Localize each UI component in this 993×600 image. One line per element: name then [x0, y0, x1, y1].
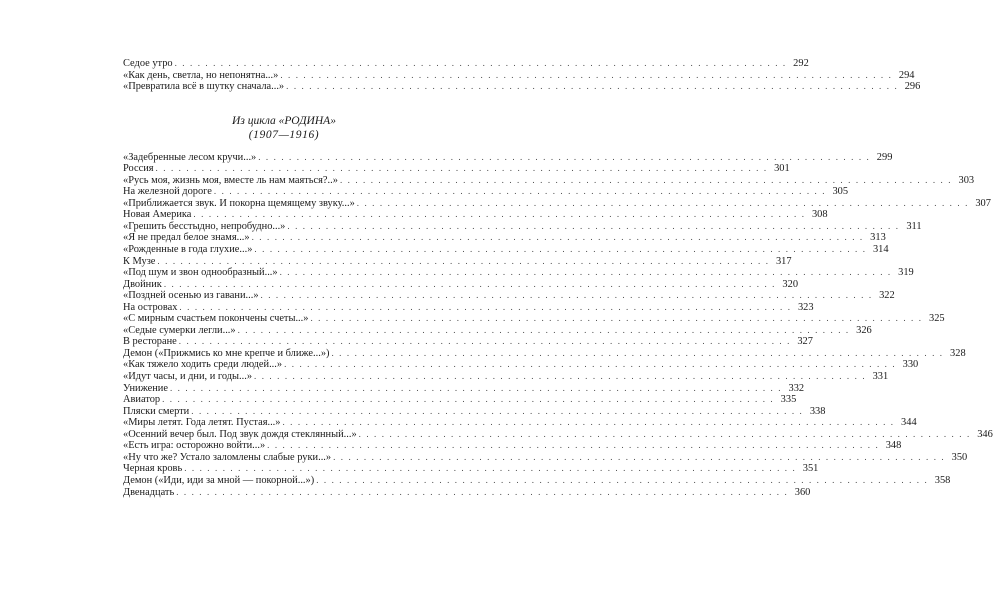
toc-entry [123, 151, 893, 164]
toc-entry [123, 440, 902, 452]
toc-entry [123, 232, 886, 244]
dot-leader: . . . . . . . . . . . . . . . . . . . . . . . . . . . . . . . . . . . . . . . . . . . . . . . . . . . . . . . . . . . . . . . . . . . . . . . . . . . . . . . . [176, 486, 789, 497]
toc-entry-page-number: 305 [832, 186, 849, 198]
toc-entry [123, 69, 915, 82]
toc-entry-title: «Под шум и звон однообразный...» [123, 267, 278, 279]
toc-entry [123, 394, 797, 406]
toc-entry [123, 359, 919, 371]
toc-entry-title: «Приближается звук. И покорна щемящему звуку...» [123, 197, 355, 209]
toc-entry-page-number: 323 [797, 301, 814, 313]
toc-entry-page-number: 296 [904, 81, 921, 93]
toc-entry-title: «Как тяжело ходить среди людей...» [123, 359, 283, 371]
toc-entry-title: «Миры летят. Года летят. Пустая...» [123, 417, 281, 429]
toc-entry [123, 428, 993, 441]
toc-entry-page-number: 326 [856, 324, 872, 336]
toc-entry [123, 382, 805, 395]
toc-entry [123, 451, 968, 464]
toc-entry [123, 220, 922, 233]
toc-entry-page-number: 292 [793, 58, 809, 69]
toc-entry-page-number: 338 [809, 405, 826, 417]
toc-entry [123, 255, 792, 268]
toc-entry [123, 336, 813, 348]
dot-leader: . . . . . . . . . . . . . . . . . . . . . . . . . . . . . . . . . . . . . . . . . . . . . . . . . . . . . . . . . . . . . . . . . . . . . . . . . . . . . . . . [174, 58, 787, 68]
section-title: Из цикла «РОДИНА» [232, 114, 336, 127]
toc-page [123, 58, 993, 498]
dot-leader: . . . . . . . . . . . . . . . . . . . . . . . . . . . . . . . . . . . . . . . . . . . . . . . . . . . . . . . . . . . . . . . . . . . . . . . . . . . . . . . . [193, 209, 806, 220]
dot-leader: . . . . . . . . . . . . . . . . . . . . . . . . . . . . . . . . . . . . . . . . . . . . . . . . . . . . . . . . . . . . . . . . . . . . . . . . . . . . . . . . [178, 336, 791, 347]
dot-leader: . . . . . . . . . . . . . . . . . . . . . . . . . . . . . . . . . . . . . . . . . . . . . . . . . . . . . . . . . . . . . . . . . . . . . . . . . . . . . . . . [356, 197, 969, 208]
toc-entry [123, 197, 991, 210]
toc-entry-page-number: 311 [906, 220, 922, 232]
toc-entry-page-number: 335 [780, 394, 797, 406]
toc-list-top [123, 58, 921, 93]
dot-leader: . . . . . . . . . . . . . . . . . . . . . . . . . . . . . . . . . . . . . . . . . . . . . . . . . . . . . . . . . . . . . . . . . . . . . . . . . . . . . . . . [254, 244, 867, 255]
toc-entry-title: В ресторане [123, 336, 177, 348]
dot-leader: . . . . . . . . . . . . . . . . . . . . . . . . . . . . . . . . . . . . . . . . . . . . . . . . . . . . . . . . . . . . . . . . . . . . . . . . . . . . . . . . [279, 267, 892, 278]
toc-entry-page-number: 330 [902, 359, 919, 371]
section-years: (1907—1916) [248, 128, 320, 141]
toc-entry [123, 290, 895, 302]
toc-entry [123, 405, 826, 418]
toc-entry-page-number: 319 [898, 267, 914, 279]
dot-leader: . . . . . . . . . . . . . . . . . . . . . . . . . . . . . . . . . . . . . . . . . . . . . . . . . . . . . . . . . . . . . . . . . . . . . . . . . . . . . . . . [162, 394, 775, 405]
toc-entry-title: «Грешить бесстыдно, непробудно...» [123, 220, 286, 232]
toc-entry-page-number: 360 [794, 486, 811, 498]
toc-entry-page-number: 325 [929, 313, 945, 325]
toc-entry [123, 174, 975, 187]
toc-entry-title: Демон («Иди, иди за мной — покорной...») [123, 474, 315, 486]
toc-entry [123, 371, 889, 383]
toc-entry [123, 267, 914, 279]
toc-entry-page-number: 327 [797, 336, 813, 348]
toc-entry-page-number: 294 [898, 69, 915, 81]
toc-entry-title: Новая Америка [123, 209, 192, 221]
toc-entry-page-number: 320 [782, 278, 799, 290]
toc-entry-page-number: 331 [872, 371, 889, 383]
toc-entry [123, 163, 790, 175]
toc-entry [123, 324, 872, 337]
dot-leader: . . . . . . . . . . . . . . . . . . . . . . . . . . . . . . . . . . . . . . . . . . . . . . . . . . . . . . . . . . . . . . . . . . . . . . . . . . . . . . . . [191, 405, 804, 416]
dot-leader: . . . . . . . . . . . . . . . . . . . . . . . . . . . . . . . . . . . . . . . . . . . . . . . . . . . . . . . . . . . . . . . . . . . . . . . . . . . . . . . . [310, 313, 923, 324]
toc-entry-page-number: 344 [901, 417, 917, 429]
toc-list-section [123, 151, 993, 498]
toc-entry-page-number: 348 [885, 440, 902, 452]
dot-leader: . . . . . . . . . . . . . . . . . . . . . . . . . . . . . . . . . . . . . . . . . . . . . . . . . . . . . . . . . . . . . . . . . . . . . . . . . . . . . . . . [331, 347, 944, 358]
toc-entry-title: «Идут часы, и дни, и годы...» [123, 371, 253, 383]
toc-entry [123, 209, 828, 221]
toc-entry [123, 417, 917, 429]
toc-entry-page-number: 358 [934, 474, 951, 486]
toc-entry-page-number: 322 [879, 290, 895, 302]
toc-entry-title: К Музе [123, 255, 156, 267]
toc-entry-page-number: 308 [811, 209, 828, 221]
toc-entry-page-number: 351 [802, 463, 819, 475]
section-header [123, 114, 445, 142]
dot-leader: . . . . . . . . . . . . . . . . . . . . . . . . . . . . . . . . . . . . . . . . . . . . . . . . . . . . . . . . . . . . . . . . . . . . . . . . . . . . . . . . [339, 174, 953, 185]
toc-entry-title: «Осенний вечер был. Под звук дождя стеклянный...» [123, 428, 357, 440]
toc-entry-page-number: 346 [977, 428, 993, 440]
dot-leader: . . . . . . . . . . . . . . . . . . . . . . . . . . . . . . . . . . . . . . . . . . . . . . . . . . . . . . . . . . . . . . . . . . . . . . . . . . . . . . . . [260, 290, 873, 301]
toc-entry-title: «Ну что же? Устало заломлены слабые руки...» [123, 451, 332, 463]
toc-entry-title: «С мирным счастьем покончены счеты...» [123, 313, 309, 325]
toc-entry-title: «Превратила всё в шутку сначала...» [123, 81, 285, 93]
dot-leader: . . . . . . . . . . . . . . . . . . . . . . . . . . . . . . . . . . . . . . . . . . . . . . . . . . . . . . . . . . . . . . . . . . . . . . . . . . . . . . . . [267, 440, 880, 451]
toc-entry-title: Россия [123, 163, 154, 175]
toc-entry [123, 313, 945, 325]
toc-entry-title: Демон («Прижмись ко мне крепче и ближе...») [123, 347, 330, 359]
toc-entry [123, 463, 819, 475]
toc-entry-title: «Рожденные в года глухие...» [123, 244, 253, 256]
toc-entry-title: На островах [123, 301, 178, 313]
dot-leader: . . . . . . . . . . . . . . . . . . . . . . . . . . . . . . . . . . . . . . . . . . . . . . . . . . . . . . . . . . . . . . . . . . . . . . . . . . . . . . . . [358, 428, 971, 439]
dot-leader: . . . . . . . . . . . . . . . . . . . . . . . . . . . . . . . . . . . . . . . . . . . . . . . . . . . . . . . . . . . . . . . . . . . . . . . . . . . . . . . . [280, 69, 893, 80]
toc-entry-page-number: 332 [788, 382, 805, 394]
toc-entry-page-number: 303 [958, 174, 975, 186]
toc-entry-title: Пляски смерти [123, 405, 190, 417]
dot-leader: . . . . . . . . . . . . . . . . . . . . . . . . . . . . . . . . . . . . . . . . . . . . . . . . . . . . . . . . . . . . . . . . . . . . . . . . . . . . . . . . [157, 255, 770, 266]
toc-entry-title: «Русь моя, жизнь моя, вместе ль нам маяться?..» [123, 174, 338, 186]
toc-entry [123, 58, 809, 70]
toc-entry-title: «Есть игра: осторожно войти...» [123, 440, 266, 452]
dot-leader: . . . . . . . . . . . . . . . . . . . . . . . . . . . . . . . . . . . . . . . . . . . . . . . . . . . . . . . . . . . . . . . . . . . . . . . . . . . . . . . . [184, 463, 797, 474]
toc-entry-title: Седое утро [123, 58, 173, 69]
toc-entry-title: На железной дороге [123, 186, 212, 198]
toc-entry-page-number: 299 [876, 151, 893, 163]
toc-entry [123, 347, 966, 360]
dot-leader: . . . . . . . . . . . . . . . . . . . . . . . . . . . . . . . . . . . . . . . . . . . . . . . . . . . . . . . . . . . . . . . . . . . . . . . . . . . . . . . . [179, 301, 792, 312]
dot-leader: . . . . . . . . . . . . . . . . . . . . . . . . . . . . . . . . . . . . . . . . . . . . . . . . . . . . . . . . . . . . . . . . . . . . . . . . . . . . . . . . [286, 81, 899, 92]
toc-entry-title: «Как день, светла, но непонятна...» [123, 69, 279, 81]
dot-leader: . . . . . . . . . . . . . . . . . . . . . . . . . . . . . . . . . . . . . . . . . . . . . . . . . . . . . . . . . . . . . . . . . . . . . . . . . . . . . . . . [287, 220, 900, 231]
dot-leader: . . . . . . . . . . . . . . . . . . . . . . . . . . . . . . . . . . . . . . . . . . . . . . . . . . . . . . . . . . . . . . . . . . . . . . . . . . . . . . . . [155, 163, 768, 174]
toc-entry-page-number: 307 [975, 197, 991, 209]
toc-entry-title: «Седые сумерки легли...» [123, 324, 236, 336]
dot-leader: . . . . . . . . . . . . . . . . . . . . . . . . . . . . . . . . . . . . . . . . . . . . . . . . . . . . . . . . . . . . . . . . . . . . . . . . . . . . . . . . [251, 232, 864, 243]
toc-entry-page-number: 314 [872, 244, 889, 256]
toc-entry-page-number: 317 [775, 255, 792, 267]
dot-leader: . . . . . . . . . . . . . . . . . . . . . . . . . . . . . . . . . . . . . . . . . . . . . . . . . . . . . . . . . . . . . . . . . . . . . . . . . . . . . . . . [333, 451, 946, 462]
toc-entry-page-number: 301 [774, 163, 790, 175]
toc-entry [123, 186, 849, 198]
toc-entry-title: Двойник [123, 278, 162, 290]
toc-entry-title: Авиатор [123, 394, 161, 406]
dot-leader: . . . . . . . . . . . . . . . . . . . . . . . . . . . . . . . . . . . . . . . . . . . . . . . . . . . . . . . . . . . . . . . . . . . . . . . . . . . . . . . . [237, 324, 850, 335]
toc-entry-page-number: 328 [950, 347, 966, 359]
dot-leader: . . . . . . . . . . . . . . . . . . . . . . . . . . . . . . . . . . . . . . . . . . . . . . . . . . . . . . . . . . . . . . . . . . . . . . . . . . . . . . . . [213, 186, 827, 197]
toc-entry [123, 244, 889, 256]
dot-leader: . . . . . . . . . . . . . . . . . . . . . . . . . . . . . . . . . . . . . . . . . . . . . . . . . . . . . . . . . . . . . . . . . . . . . . . . . . . . . . . . [316, 474, 929, 485]
dot-leader: . . . . . . . . . . . . . . . . . . . . . . . . . . . . . . . . . . . . . . . . . . . . . . . . . . . . . . . . . . . . . . . . . . . . . . . . . . . . . . . . [169, 382, 783, 393]
toc-entry-title: «Поздней осенью из гавани...» [123, 290, 259, 302]
toc-entry [123, 278, 799, 291]
dot-leader: . . . . . . . . . . . . . . . . . . . . . . . . . . . . . . . . . . . . . . . . . . . . . . . . . . . . . . . . . . . . . . . . . . . . . . . . . . . . . . . . [258, 151, 871, 162]
toc-entry-title: Унижение [123, 382, 168, 394]
dot-leader: . . . . . . . . . . . . . . . . . . . . . . . . . . . . . . . . . . . . . . . . . . . . . . . . . . . . . . . . . . . . . . . . . . . . . . . . . . . . . . . . [163, 278, 777, 289]
toc-entry-page-number: 313 [870, 232, 886, 244]
toc-entry [123, 301, 814, 314]
dot-leader: . . . . . . . . . . . . . . . . . . . . . . . . . . . . . . . . . . . . . . . . . . . . . . . . . . . . . . . . . . . . . . . . . . . . . . . . . . . . . . . . [254, 371, 867, 382]
dot-leader: . . . . . . . . . . . . . . . . . . . . . . . . . . . . . . . . . . . . . . . . . . . . . . . . . . . . . . . . . . . . . . . . . . . . . . . . . . . . . . . . [284, 359, 897, 370]
toc-entry-title: Двенадцать [123, 486, 175, 498]
toc-entry-title: «Я не предал белое знамя...» [123, 232, 250, 244]
toc-entry [123, 486, 811, 499]
toc-entry-page-number: 350 [951, 451, 968, 463]
toc-entry [123, 81, 921, 93]
toc-entry-title: «Задебренные лесом кручи...» [123, 151, 257, 163]
toc-entry-title: Черная кровь [123, 463, 183, 475]
toc-entry [123, 474, 951, 487]
dot-leader: . . . . . . . . . . . . . . . . . . . . . . . . . . . . . . . . . . . . . . . . . . . . . . . . . . . . . . . . . . . . . . . . . . . . . . . . . . . . . . . . [282, 417, 895, 428]
